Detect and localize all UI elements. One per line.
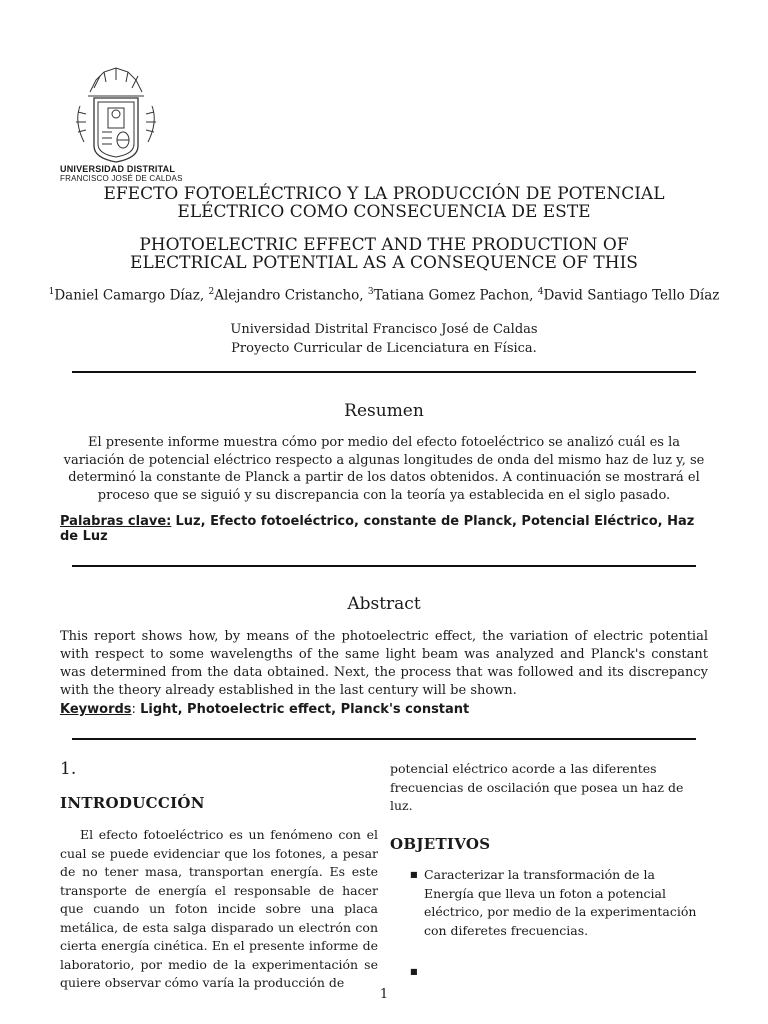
abstract-keywords: [60, 702, 708, 717]
introduction-paragraph: [60, 826, 378, 993]
keywords-separator: :: [131, 702, 136, 717]
keywords-value: Light, Photoelectric effect, Planck's constant: [140, 702, 470, 717]
keywords-value: Luz, Efecto fotoeléctrico, constante de Planck, Potencial Eléctrico, Haz de Luz: [60, 514, 695, 544]
introduction-continuation: potencial eléctrico acorde a las diferentes frecuencias de oscilación que posea un haz de luz.: [390, 761, 684, 813]
section-number: 1.: [60, 759, 77, 779]
title-spanish: [40, 185, 728, 221]
divider: [72, 738, 696, 740]
author-number: 4: [537, 287, 544, 297]
objectives-list: [390, 866, 708, 1004]
author-name: Daniel Camargo Díaz,: [54, 287, 205, 304]
title-spanish-line1: EFECTO FOTOELÉCTRICO Y LA PRODUCCIÓN DE POTENCIAL: [103, 184, 665, 204]
institution-subname: FRANCISCO JOSÉ DE CALDAS: [60, 174, 183, 183]
author-number: 2: [208, 287, 215, 297]
author-number: 1: [48, 287, 55, 297]
resumen-heading: Resumen: [344, 401, 424, 421]
list-item: [390, 963, 708, 981]
title-english: [40, 236, 728, 272]
section-heading-introduccion: INTRODUCCIÓN: [60, 794, 205, 812]
divider: [72, 371, 696, 373]
title-spanish-line2: ELÉCTRICO COMO CONSECUENCIA DE ESTE: [177, 202, 591, 222]
resumen-keywords: [60, 514, 708, 544]
university-seal-icon: [60, 62, 172, 164]
affiliation: [40, 320, 728, 358]
divider: [72, 565, 696, 567]
keywords-label: Keywords: [60, 702, 132, 717]
keywords-label: Palabras clave:: [60, 514, 172, 529]
author-name: Alejandro Cristancho,: [214, 287, 364, 304]
institution-name: UNIVERSIDAD DISTRITAL: [60, 164, 176, 174]
section-heading-objetivos: OBJETIVOS: [390, 835, 491, 853]
list-item: ■ Caracterizar la transformación de la Energía que lleva un foton a potencial eléctrico, por medio de la experimentación con diferetes frecuencias.: [390, 866, 708, 940]
abstract-heading: Abstract: [347, 594, 421, 614]
paragraph-text: El efecto fotoeléctrico es un fenómeno con el cual se puede evidenciar que los fotones, a pesar de no tener masa, transportan energía. Es este transporte de energía el responsable de hacer que cuando un foton incide sobre una placa metálica, de esta salga disparado un electrón con cierta energía cinética. En el presente informe de laboratorio, por medio de la experimentación se quiere observar cómo varía la producción de: [60, 827, 378, 990]
title-english-line1: PHOTOELECTRIC EFFECT AND THE PRODUCTION OF: [139, 235, 629, 255]
author-name: Tatiana Gomez Pachon,: [373, 287, 534, 304]
author-name: David Santiago Tello Díaz: [543, 287, 720, 304]
resumen-text: El presente informe muestra cómo por medio del efecto fotoeléctrico se analizó cuál es la variación de potencial eléctrico respecto a algunas longitudes de onda del mismo haz de luz y, se determinó la constante de Planck a partir de los datos obtenidos. A continuación se mostrará el proceso que se siguió y su discrepancia con la teoría ya establecida en el siglo pasado.: [63, 435, 705, 503]
author-list: [40, 287, 728, 304]
title-english-line2: ELECTRICAL POTENTIAL AS A CONSEQUENCE OF THIS: [130, 253, 638, 273]
abstract-text: This report shows how, by means of the photoelectric effect, the variation of electric potential with respect to some wavelengths of the same light beam was analyzed and Planck's constant was determined from the data obtained. Next, the process that was followed and its discrepancy with the theory already established in the last century will be shown.: [60, 629, 708, 698]
affiliation-program: Proyecto Curricular de Licenciatura en Física.: [231, 341, 537, 356]
page-number: 1: [379, 987, 389, 1002]
author-number: 3: [367, 287, 374, 297]
affiliation-university: Universidad Distrital Francisco José de Caldas: [230, 322, 538, 337]
